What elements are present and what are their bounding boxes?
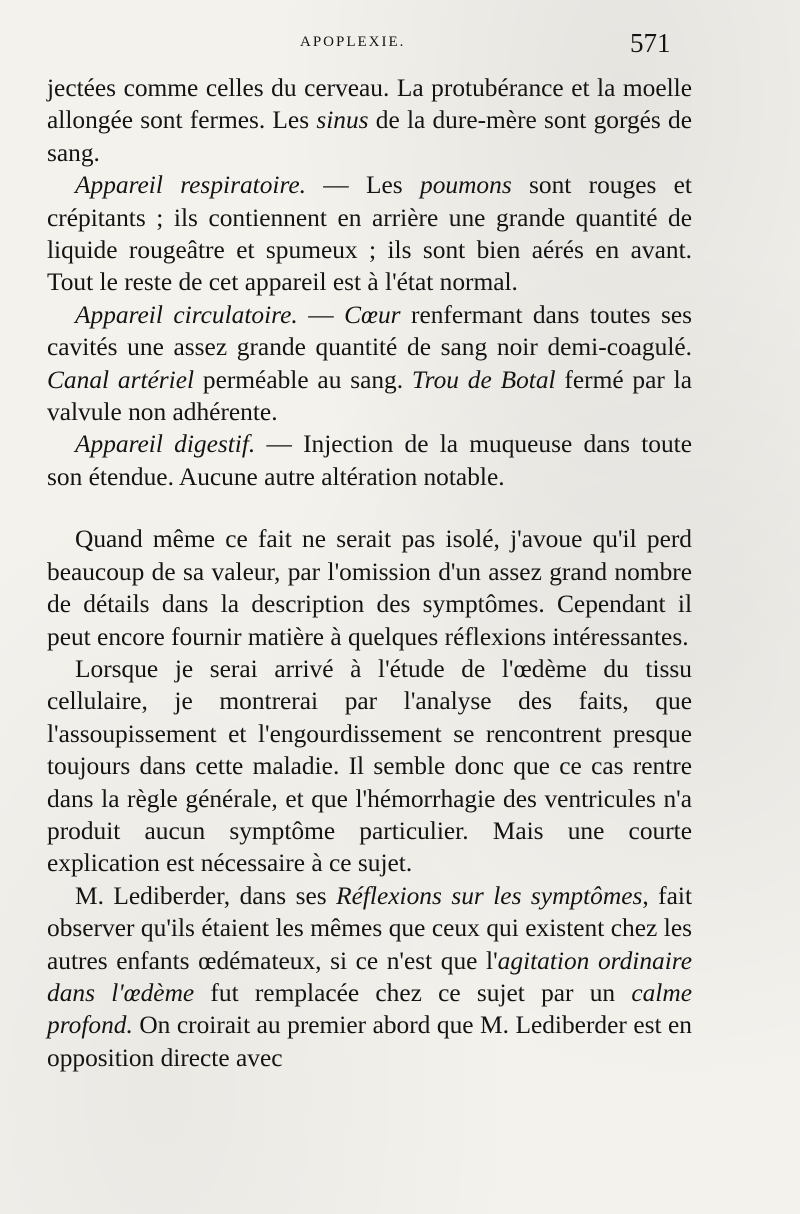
running-title: APOPLEXIE.	[300, 34, 406, 50]
italic-term: Canal artériel	[47, 365, 195, 394]
section-title: Appareil respiratoire.	[75, 171, 306, 200]
paragraph-lediberder: M. Lediberder, dans ses Réflexions sur les symptômes, fait observer qu'ils étaient les mêmes que ceux qui existent chez les autres enfants œdémateux, si ce n'est que l'agitation ordinaire dans l'œdème fut remplacée chez ce sujet par un calme profond. On croirait au premier abord que M. Lediberder est en opposition directe avec	[47, 881, 692, 1072]
paragraph-circulatory: Appareil circulatoire. — Cœur renfermant dans toutes ses cavités une assez grande quantité de sang noir demi-coagulé. Canal artériel perméable au sang. Trou de Botal fermé par la valvule non adhérente.	[47, 300, 693, 427]
paragraph-continuation: jectées comme celles du cerveau. La protubérance et la moelle allongée sont fermes. Les sinus de la dure-mère sont gorgés de sang.	[47, 74, 692, 167]
paragraph-body: Lorsque je serai arrivé à l'étude de l'œdème du tissu cellulaire, je montrerai par l'analyse des faits, que l'assoupissement et l'engourdissement se rencontrent presque toujours dans cette maladie. Il semble donc que ce cas rentre dans la règle générale, et que l'hémorrhagie des ventricules n'a produit aucun symptôme particulier. Mais une courte explication est nécessaire à ce sujet.	[47, 654, 692, 878]
italic-term: Cœur	[344, 300, 401, 329]
italic-term: agitation ordinaire dans l'œdème	[47, 946, 692, 1007]
italic-term: Réflexions sur les symptômes	[336, 881, 643, 910]
section-title: Appareil circulatoire.	[75, 300, 298, 329]
body-text	[47, 72, 692, 1074]
italic-term: calme profond.	[47, 978, 692, 1040]
page-number: 571	[630, 28, 671, 58]
italic-term: Trou de Botal	[411, 365, 556, 394]
section-title: Appareil digestif.	[75, 430, 256, 459]
paragraph-digestive: Appareil digestif. — Injection de la muqueuse dans toute son étendue. Aucune autre altération notable.	[47, 430, 692, 491]
paragraph-body: Quand même ce fait ne serait pas isolé, j'avoue qu'il perd beaucoup de sa valeur, par l'omission d'un assez grand nombre de détails dans la description des symptômes. Cependant il peut encore fournir matière à quelques réflexions intéressantes.	[47, 525, 692, 651]
italic-term: poumons	[420, 171, 512, 200]
paragraph-respiratory: Appareil respiratoire. — Les poumons sont rouges et crépitants ; ils contiennent en arrière une grande quantité de liquide rougeâtre et spumeux ; ils sont bien aérés en avant. Tout le reste de cet appareil est à l'état normal.	[47, 171, 692, 297]
italic-term: sinus	[316, 106, 369, 135]
